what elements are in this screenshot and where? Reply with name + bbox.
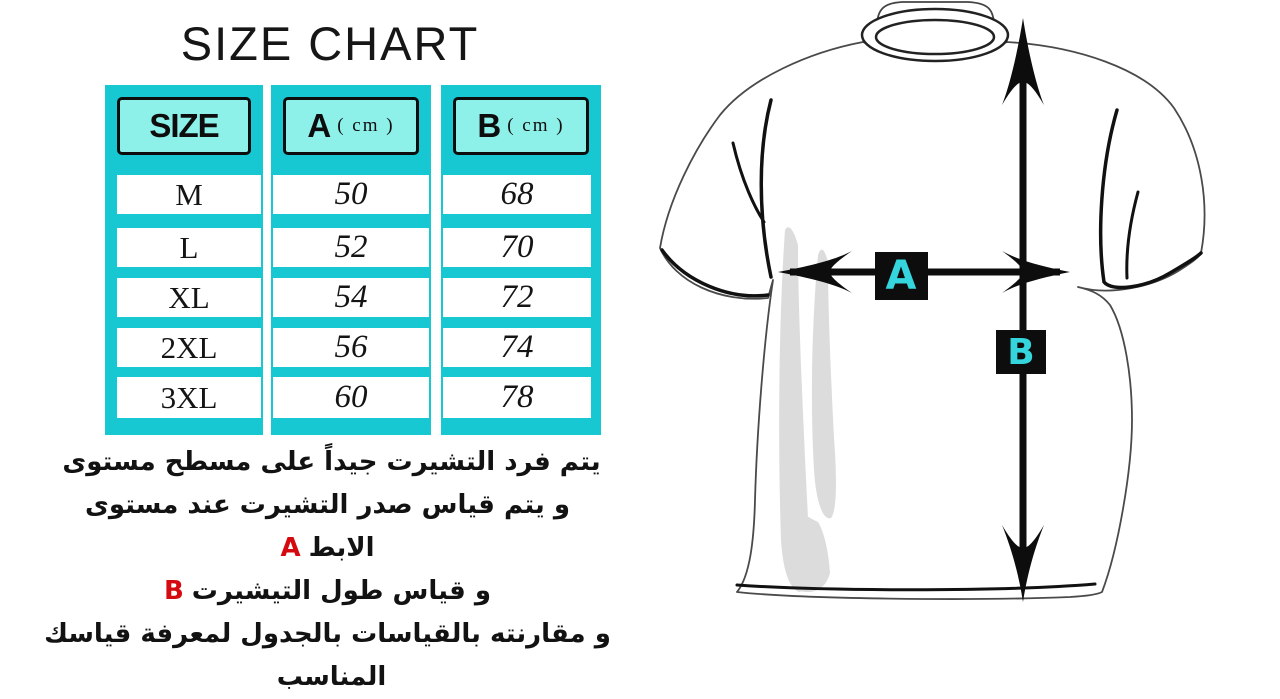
table-cell-size: 2XL <box>117 328 261 367</box>
collar-inner <box>876 20 994 54</box>
table-cell-size: 3XL <box>117 377 261 418</box>
instruction-line <box>40 613 615 699</box>
column-header-size-label: SIZE <box>149 107 219 144</box>
table-cell-a: 56 <box>273 328 429 367</box>
table-cell-size: L <box>117 228 261 267</box>
table-cell-a: 50 <box>273 175 429 214</box>
instruction-text: و قياس طول التيشيرت <box>191 576 492 606</box>
tshirt-diagram <box>640 0 1280 619</box>
page-title: SIZE CHART <box>180 17 480 70</box>
size-table-column-a <box>271 85 431 435</box>
table-cell-b: 68 <box>443 175 591 214</box>
column-header-a-label: A <box>307 107 331 144</box>
measuring-instructions <box>40 441 615 699</box>
size-table-column-size <box>105 85 263 435</box>
table-cell-a: 52 <box>273 228 429 267</box>
table-cell-a: 54 <box>273 278 429 317</box>
column-header-b <box>453 97 589 155</box>
instruction-text: يتم فرد التشيرت جيداً على مسطح مستوى <box>62 447 601 477</box>
size-table-column-b <box>441 85 601 435</box>
column-header-a-unit: ( cm ) <box>337 115 395 136</box>
table-cell-b: 78 <box>443 377 591 418</box>
table-cell-size: XL <box>117 278 261 317</box>
instruction-marker-b: B <box>163 576 184 606</box>
table-cell-b: 72 <box>443 278 591 317</box>
column-header-a <box>283 97 419 155</box>
instruction-marker-a: A <box>280 533 301 563</box>
tshirt-outline <box>660 42 1205 599</box>
instruction-text: و مقارنته بالقياسات بالجدول لمعرفة قياسك المناسب <box>44 619 611 692</box>
table-cell-size: M <box>117 175 261 214</box>
label-a: A <box>885 253 917 299</box>
label-b: B <box>1007 332 1035 373</box>
column-header-b-unit: ( cm ) <box>507 115 565 136</box>
instruction-line <box>40 441 615 484</box>
size-table <box>0 85 640 435</box>
table-cell-b: 70 <box>443 228 591 267</box>
instruction-line <box>40 484 615 570</box>
table-cell-b: 74 <box>443 328 591 367</box>
instruction-text: و يتم قياس صدر التشيرت عند مستوى الابط <box>85 490 570 563</box>
table-cell-a: 60 <box>273 377 429 418</box>
column-header-b-label: B <box>477 107 501 144</box>
instruction-line <box>40 570 615 613</box>
column-header-size <box>117 97 251 155</box>
